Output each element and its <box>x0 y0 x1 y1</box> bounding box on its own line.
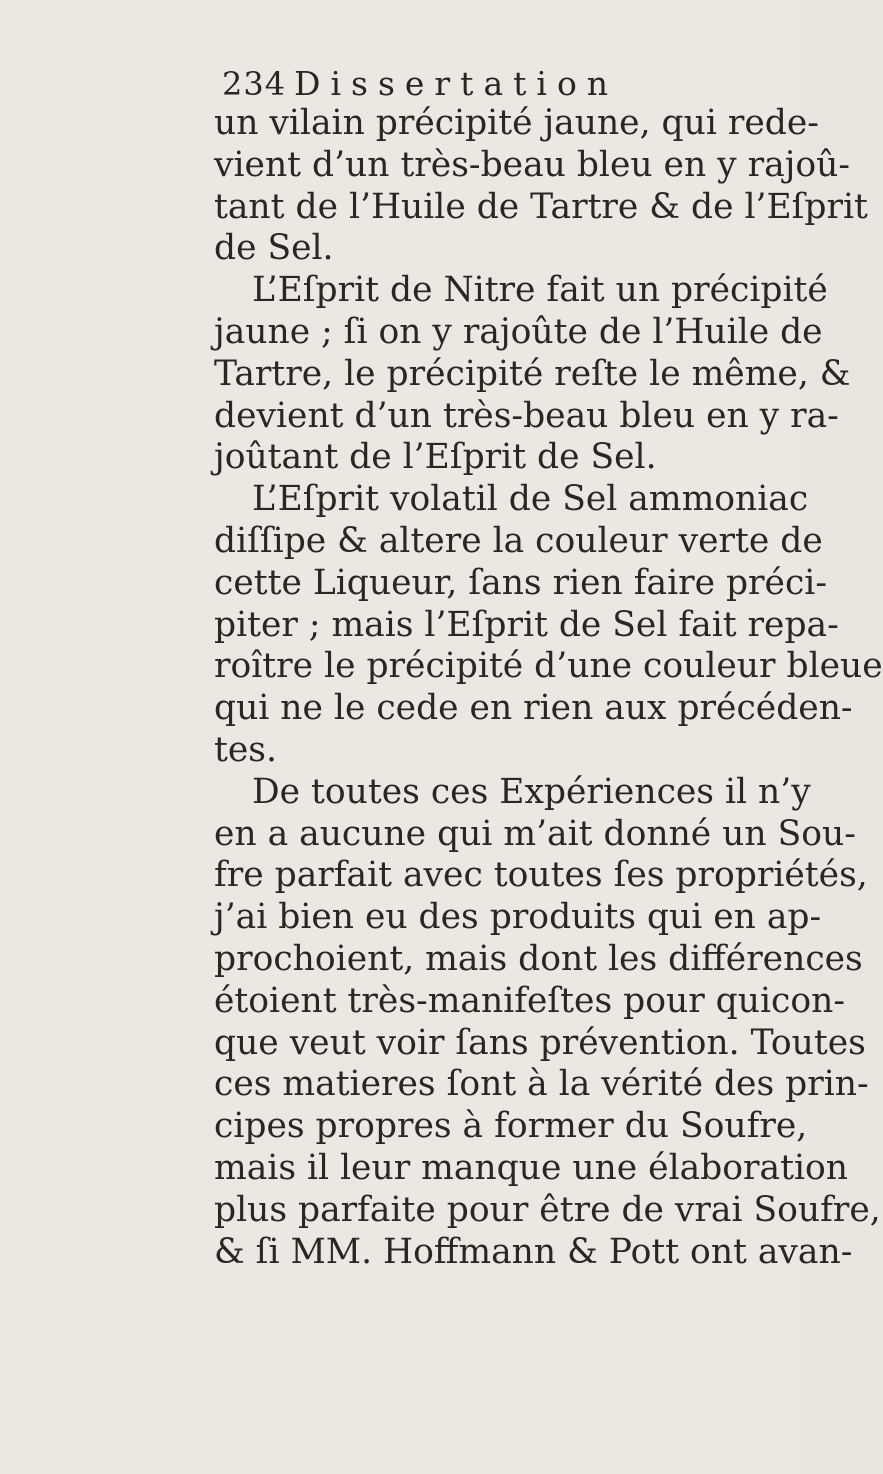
page-header <box>222 62 618 106</box>
text-line: un vilain précipité jaune, qui rede- <box>214 103 819 143</box>
text-line: diſſipe & altere la couleur verte de <box>214 520 823 561</box>
text-line: cette Liqueur, ſans rien faire préci- <box>214 562 827 603</box>
text-line: fre parfait avec toutes ſes propriétés, <box>214 855 868 896</box>
text-line: ces matieres ſont à la vérité des prin- <box>214 1064 869 1105</box>
text-line: Tartre, le précipité reſte le même, & <box>214 353 851 394</box>
text-line: en a aucune qui m’ait donné un Sou- <box>214 813 856 854</box>
text-line: piter ; mais l’Eſprit de Sel fait repa- <box>214 604 839 645</box>
text-line: étoient très-manifeſtes pour quicon- <box>214 980 845 1021</box>
running-title: Dissertation <box>294 64 619 103</box>
text-line: cipes propres à former du Soufre, <box>214 1106 808 1147</box>
text-line: roître le précipité d’une couleur bleue <box>214 646 883 687</box>
text-line: L’Eſprit de Nitre fait un précipité <box>252 270 828 311</box>
text-line: tant de l’Huile de Tartre & de l’Eſprit <box>214 186 868 227</box>
text-line: plus parfaite pour être de vrai Soufre, <box>214 1189 881 1230</box>
text-line: & ſi MM. Hoffmann & Pott ont avan- <box>214 1231 853 1272</box>
body-text <box>214 103 883 1273</box>
text-line: que veut voir ſans prévention. Toutes <box>214 1022 866 1063</box>
text-line: devient d’un très-beau bleu en y ra- <box>214 395 839 436</box>
text-line: tes. <box>214 729 277 770</box>
text-line: qui ne le cede en rien aux précéden- <box>214 688 853 729</box>
text-line: vient d’un très-beau bleu en y rajoû- <box>214 144 851 185</box>
text-line: joûtant de l’Eſprit de Sel. <box>214 437 657 478</box>
text-line: mais il leur manque une élaboration <box>214 1147 848 1188</box>
page-number: 234 <box>222 65 287 103</box>
text-line: jaune ; ſi on y rajoûte de l’Huile de <box>214 311 823 352</box>
text-line: de Sel. <box>214 228 334 269</box>
text-line: j’ai bien eu des produits qui en ap- <box>214 897 822 938</box>
text-line: L’Eſprit volatil de Sel ammoniac <box>252 479 809 520</box>
text-line: De toutes ces Expériences il n’y <box>252 771 811 812</box>
text-line: prochoient, mais dont les différences <box>214 938 863 979</box>
